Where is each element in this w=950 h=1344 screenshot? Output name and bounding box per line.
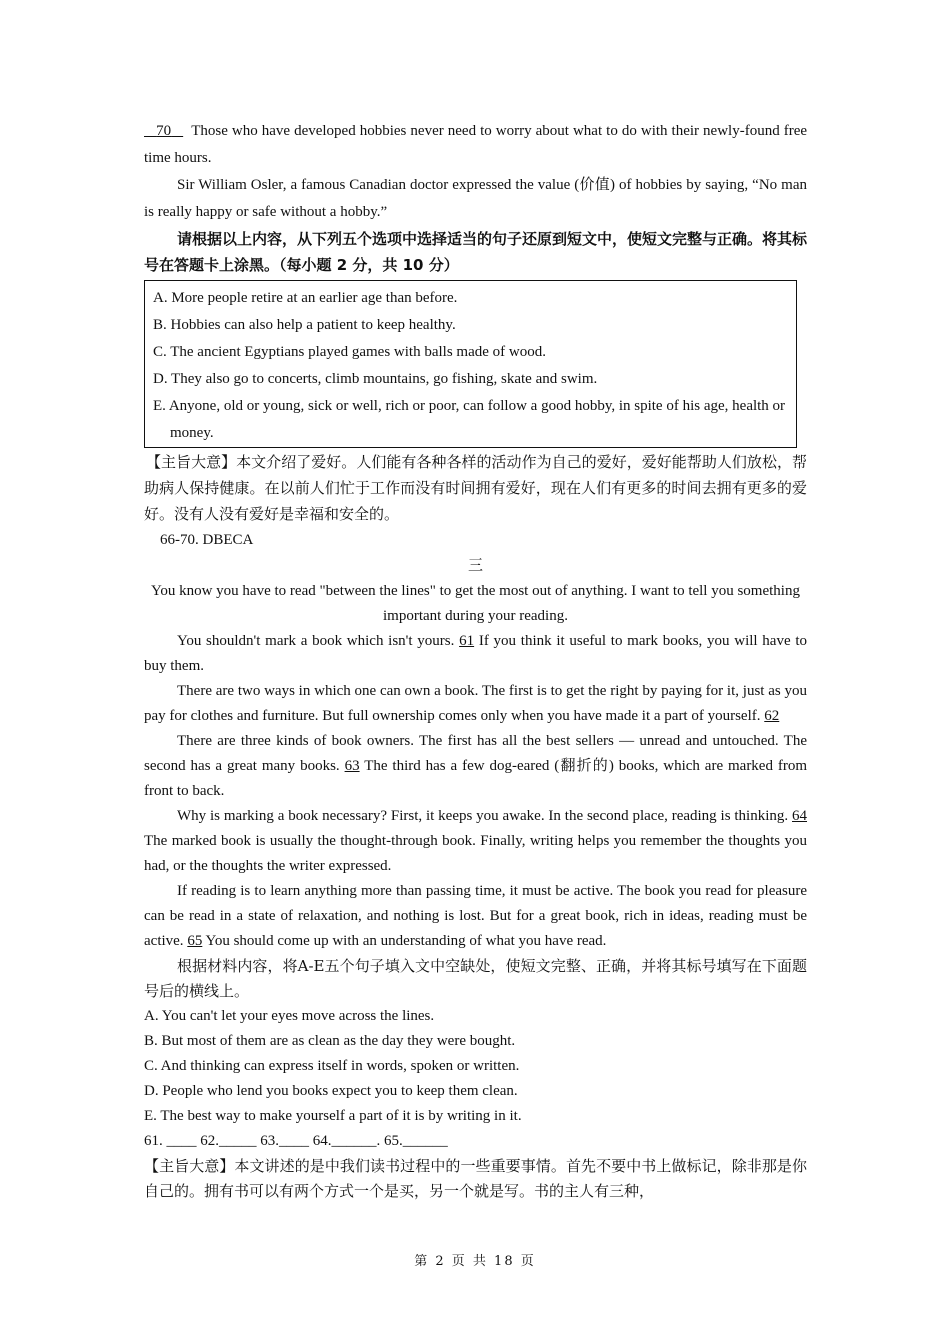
option-a: A. More people retire at an earlier age than before. — [153, 290, 458, 306]
section2-answer: 66-70. DBECA — [160, 532, 254, 548]
section3-summary: 【主旨大意】本文讲述的是中我们读书过程中的一些重要事情。首先不要中书上做标记，除非那是你自己的。拥有书可以有两个方式一个是买，另一个就是写。书的主人有三种， — [144, 1157, 807, 1200]
section3-paragraph-4: Why is marking a book necessary? First, it keeps you awake. In the second place, reading is thinking. 64 The marked book is usually the thought-through book. Finally, writing helps you remember the thoughts you had, or the thoughts the writer expressed. — [144, 808, 808, 874]
section3-option-c: C. And thinking can express itself in words, spoken or written. — [144, 1058, 520, 1074]
blank-65: 65 — [187, 933, 203, 949]
section3-paragraph-5: If reading is to learn anything more than passing time, it must be active. The book you read for pleasure can be read in a state of relaxation, and nothing is lost. But for a great book, rich in ideas, reading must be active. 65 You should come up with an understanding of what you have read. — [144, 883, 807, 949]
option-e: E. Anyone, old or young, sick or well, rich or poor, can follow a good hobby, in spite of his age, health or money. — [153, 398, 786, 441]
section3-paragraph-1: You shouldn't mark a book which isn't yours. 61 If you think it useful to mark books, you will have to buy them. — [144, 633, 808, 674]
blank-70: 70 — [156, 123, 172, 139]
section3-instruction: 根据材料内容，将A-E五个句子填入文中空缺处，使短文完整、正确，并将其标号填写在下面题号后的横线上。 — [144, 957, 807, 1000]
document-body — [144, 118, 807, 1204]
blank-64: 64 — [792, 808, 808, 824]
paragraph-70-text: Those who have developed hobbies never need to worry about what to do with their newly-found free time hours. — [144, 123, 808, 166]
blank-63: 63 — [344, 758, 360, 774]
paragraph-70 — [144, 118, 807, 172]
blank-62: 62 — [764, 708, 780, 724]
options-box — [144, 280, 797, 448]
section3-paragraph-3: There are three kinds of book owners. The first has all the best sellers — unread and untouched. The second has a great many books. 63 The third has a few dog-eared (翻折的) books, which are marked from front to back. — [144, 733, 808, 799]
section3-option-a: A. You can't let your eyes move across the lines. — [144, 1008, 435, 1024]
answer-blanks-line: 61. ____ 62._____ 63.____ 64.______. 65.______ — [144, 1133, 448, 1149]
section3-heading: 三 — [467, 558, 483, 574]
section3-option-e: E. The best way to make yourself a part of it is by writing in it. — [144, 1108, 522, 1124]
option-b: B. Hobbies can also help a patient to keep healthy. — [153, 317, 456, 333]
section2-instruction: 请根据以上内容，从下列五个选项中选择适当的句子还原到短文中，使短文完整与正确。将其标号在答题卡上涂黑。（每小题 2 分，共 10 分） — [144, 230, 808, 274]
section2-summary: 【主旨大意】本文介绍了爱好。人们能有各种各样的活动作为自己的爱好，爱好能帮助人们放松，帮助病人保持健康。在以前人们忙于工作而没有时间拥有爱好，现在人们有更多的时间去拥有更多的爱好。没有人没有爱好是幸福和安全的。 — [144, 453, 807, 523]
section3-intro: You know you have to read "between the lines" to get the most out of anything. I want to tell you something important during your reading. — [151, 583, 800, 624]
section3 — [144, 554, 807, 1204]
option-c: C. The ancient Egyptians played games with balls made of wood. — [153, 344, 546, 360]
option-d: D. They also go to concerts, climb mountains, go fishing, skate and swim. — [153, 371, 598, 387]
section3-option-b: B. But most of them are as clean as the day they were bought. — [144, 1033, 516, 1049]
osler-paragraph: Sir William Osler, a famous Canadian doctor expressed the value (价值) of hobbies by saying, “No man is really happy or safe without a hobby.” — [144, 177, 807, 220]
section3-option-d: D. People who lend you books expect you to keep them clean. — [144, 1083, 518, 1099]
page-footer: 第 2 页 共 18 页 — [414, 1254, 536, 1269]
section3-paragraph-2: There are two ways in which one can own a book. The first is to get the right by paying for it, just as you pay for clothes and furniture. But full ownership comes only when you have made it a part of yourself. 62 — [144, 683, 807, 724]
blank-61: 61 — [459, 633, 475, 649]
